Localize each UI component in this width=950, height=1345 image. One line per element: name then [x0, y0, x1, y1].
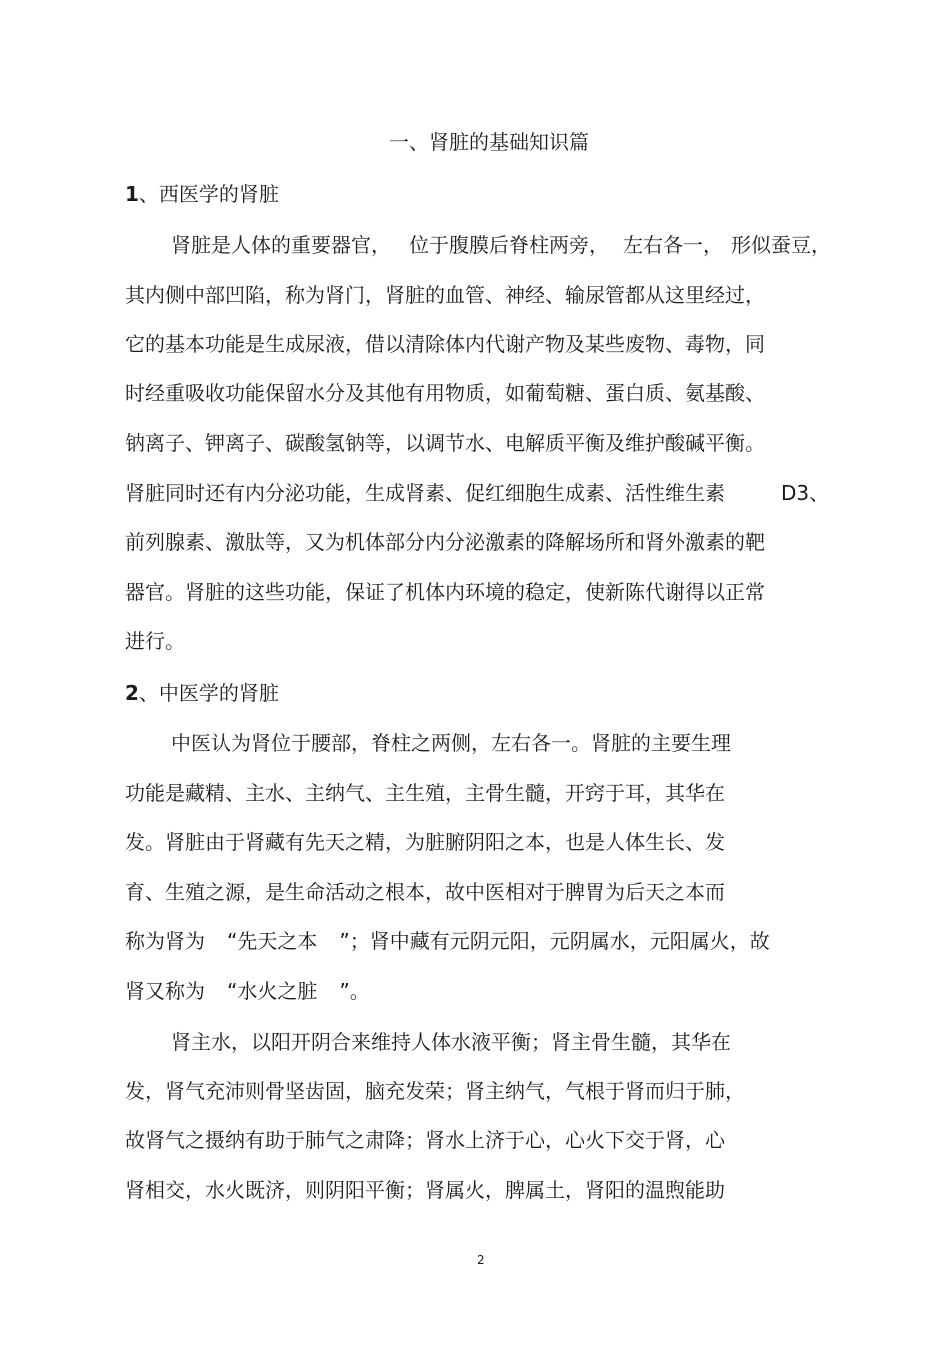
paragraph-line: 钠离子、钾离子、碳酸氢钠等，以调节水、电解质平衡及维护酸碱平衡。 — [125, 431, 765, 455]
page-number: 2 — [477, 1253, 485, 1267]
paragraph-line: 时经重吸收功能保留水分及其他有用物质，如葡萄糖、蛋白质、氨基酸、 — [125, 381, 765, 405]
paragraph-line — [171, 231, 831, 259]
paragraph-line — [125, 977, 370, 1005]
paragraph-line: 发，肾气充沛则骨坚齿固，脑充发荣；肾主纳气，气根于肾而归于肺， — [125, 1079, 745, 1103]
text-segment: 肾又称为 — [125, 979, 205, 1003]
page-title: 一、肾脏的基础知识篇 — [389, 130, 589, 154]
text-segment: 称为肾为 — [125, 929, 205, 953]
section-heading-1 — [125, 180, 279, 208]
paragraph-line — [125, 479, 829, 507]
text-segment: “先天之本 — [227, 929, 318, 953]
paragraph-line: 肾主水，以阳开阴合来维持人体水液平衡；肾主骨生髓，其华在 — [171, 1030, 731, 1054]
text-segment: ”。 — [339, 979, 370, 1003]
section-heading-2 — [125, 679, 279, 707]
paragraph-line: 故肾气之摄纳有助于肺气之肃降；肾水上济于心，心火下交于肾，心 — [125, 1128, 725, 1152]
text-segment: 形似蚕豆， — [731, 233, 831, 257]
paragraph-line: 其内侧中部凹陷，称为肾门，肾脏的血管、神经、输尿管都从这里经过， — [125, 283, 765, 307]
paragraph-line: 它的基本功能是生成尿液，借以清除体内代谢产物及某些废物、毒物，同 — [125, 332, 765, 356]
paragraph-line: 育、生殖之源，是生命活动之根本，故中医相对于脾胃为后天之本而 — [125, 880, 725, 904]
text-segment: 肾脏同时还有内分泌功能，生成肾素、促红细胞生成素、活性维生素 — [125, 481, 725, 505]
paragraph-line: 肾相交，水火既济，则阴阳平衡；肾属火，脾属土，肾阳的温煦能助 — [125, 1178, 725, 1202]
section-number: 1 — [125, 182, 139, 206]
text-segment: 位于腹膜后脊柱两旁， — [409, 233, 609, 257]
paragraph-line — [125, 927, 770, 955]
paragraph-line: 进行。 — [125, 629, 185, 653]
text-segment: “水火之脏 — [227, 979, 318, 1003]
text-segment: 肾脏是人体的重要器官， — [171, 233, 391, 257]
paragraph-line: 发。肾脏由于肾藏有先天之精，为脏腑阴阳之本，也是人体生长、发 — [125, 830, 725, 854]
text-segment: ”；肾中藏有元阴元阳，元阴属水，元阳属火，故 — [339, 929, 770, 953]
text-segment: 左右各一， — [623, 233, 723, 257]
paragraph-line: 功能是藏精、主水、主纳气、主生殖，主骨生髓，开窍于耳，其华在 — [125, 781, 725, 805]
section-heading-text: 、中医学的肾脏 — [138, 681, 279, 705]
paragraph-line: 器官。肾脏的这些功能，保证了机体内环境的稳定，使新陈代谢得以正常 — [125, 580, 765, 604]
paragraph-line: 前列腺素、激肽等，又为机体部分内分泌激素的降解场所和肾外激素的靶 — [125, 530, 765, 554]
paragraph-line: 中医认为肾位于腰部，脊柱之两侧，左右各一。肾脏的主要生理 — [171, 731, 731, 755]
section-number: 2 — [125, 681, 139, 705]
section-heading-text: 、西医学的肾脏 — [138, 182, 279, 206]
text-segment: D3、 — [781, 481, 830, 505]
